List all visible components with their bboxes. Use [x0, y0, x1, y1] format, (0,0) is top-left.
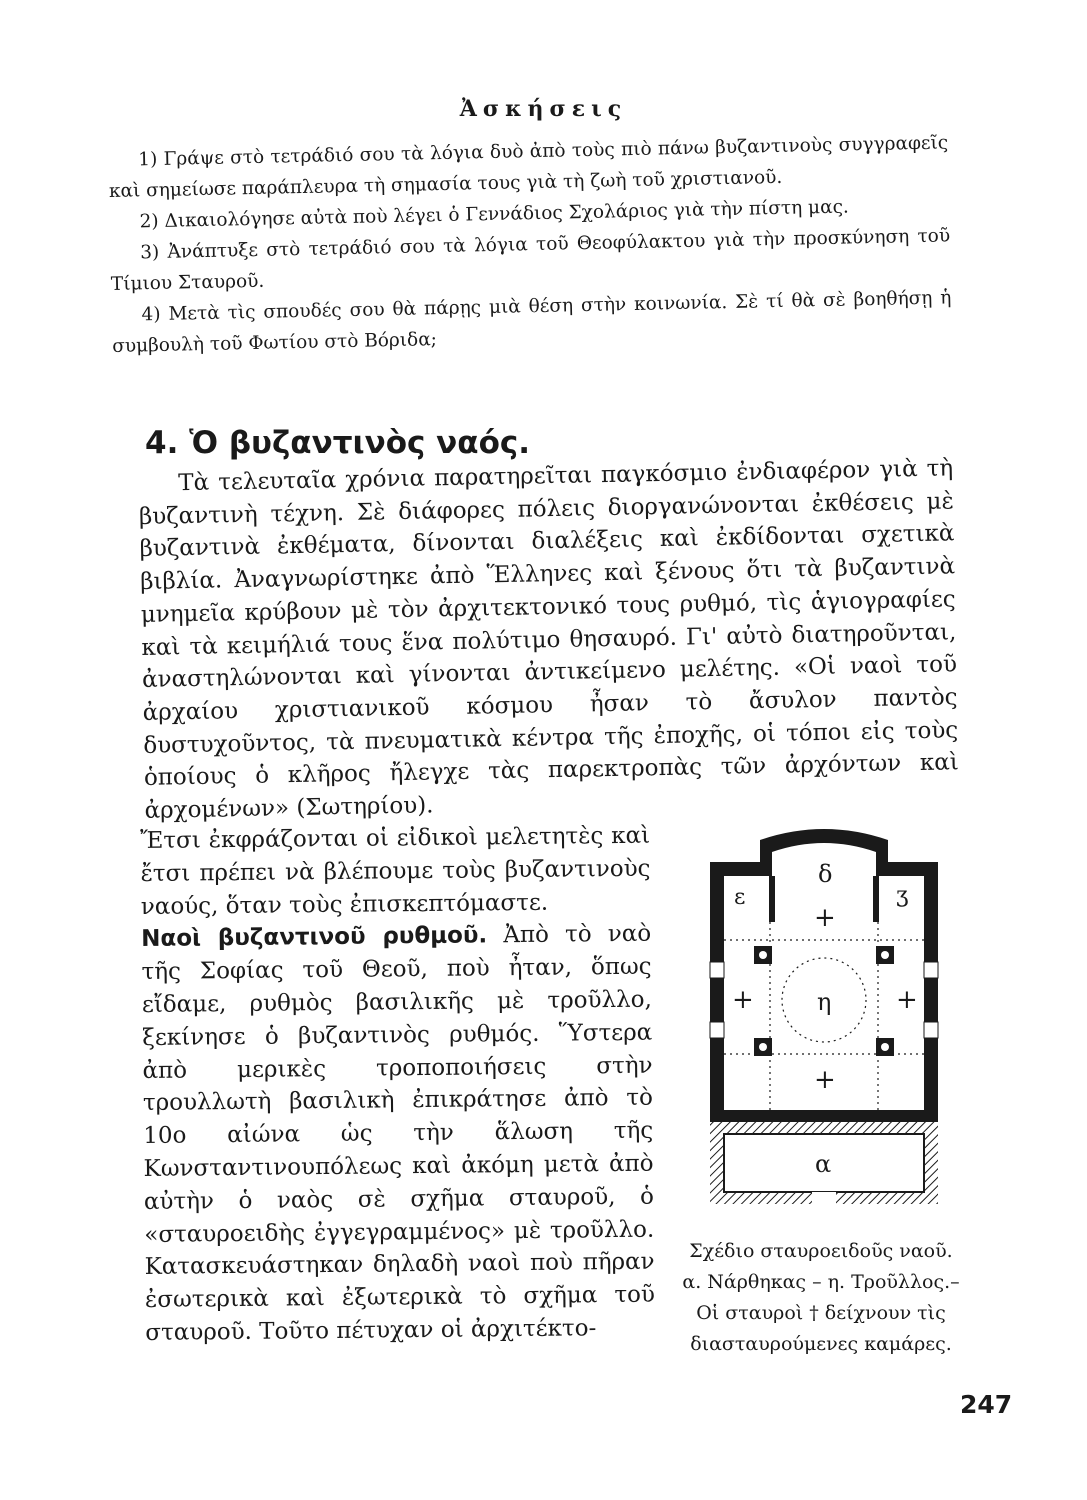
page-number: 247: [960, 1390, 1013, 1419]
plan-cross-left: +: [732, 985, 754, 1015]
paragraph-byzantine-style-text: Ἀπὸ τὸ ναὸ τῆς Σοφίας τοῦ Θεοῦ, ποὺ ἦταν, ὅπως εἴδαμε, ρυθμὸς βασιλικῆς μὲ τροῦλλο, ξεκίνησε ὁ βυζαντινὸς ρυθμός. Ὕστερα ἀπὸ μερικὲς τροποποιήσεις στὴν τρουλλωτὴ βασιλικὴ ἐπικράτησε ἀπὸ τὸ 10ο αἰώνα ὡς τὴν ἅλωση τῆς Κωνσταντινουπόλεως καὶ ἀκόμη μετὰ ἀπὸ αὐτὴν ὁ ναὸς σὲ σχῆμα σταυροῦ, ὁ «σταυροειδὴς ἐγγεγραμμένος» μὲ τροῦλλο. Κατασκευάστηκαν δηλαδὴ ναοὶ ποὺ πῆραν ἐσωτερικὰ καὶ ἐξωτερικὰ τὸ σχῆμα τοῦ σταυροῦ. Τοῦτο πέτυχαν οἱ ἀρχιτέκτο-: [141, 921, 656, 1346]
exercise-item-3: 3) Ἀνάπτυξε στὸ τετράδιό σου τὰ λόγια τοῦ Θεοφύλακτου γιὰ τὴν προσκύνηση τοῦ Τίμιου Σταυροῦ.: [110, 225, 951, 295]
main-text: [138, 452, 960, 827]
exercises-heading: Ἀσκήσεις: [459, 96, 628, 122]
subheading-byzantine-temples: Ναοὶ βυζαντινοῦ ρυθμοῦ.: [141, 922, 488, 953]
plan-cross-right: +: [896, 985, 918, 1015]
exercises-list: [108, 127, 952, 362]
figure-caption: [676, 1236, 966, 1360]
plan-label-alpha: α: [815, 1150, 832, 1178]
narrow-text-column: [140, 820, 655, 1350]
caption-line-3: Οἱ σταυροὶ † δείχνουν τὶς: [696, 1302, 946, 1324]
paragraph-experts: Ἔτσι ἐκφράζονται οἱ εἰδικοὶ μελετητὲς καὶ ἔτσι πρέπει νὰ βλέπουμε τοὺς βυζαντινοὺς ναούς, ὅταν τοὺς ἐπισκεπτόμαστε.: [140, 822, 651, 920]
plan-cross-top: +: [814, 903, 836, 933]
paragraph-byzantine-style: [141, 918, 655, 1350]
plan-label-zeta: ʒ: [896, 883, 909, 908]
plan-label-eta: η: [817, 988, 832, 1016]
exercise-item-2: 2) Δικαιολόγησε αὐτὰ ποὺ λέγει ὁ Γεννάδιος Σχολάριος γιὰ τὴν πίστη μας.: [139, 196, 850, 233]
section-title: 4. Ὁ βυζαντινὸς ναός.: [145, 425, 531, 461]
caption-line-1: Σχέδιο σταυροειδοῦς ναοῦ.: [689, 1240, 953, 1262]
exercise-item-1: 1) Γράψε στὸ τετράδιό σου τὰ λόγια δυὸ ἀπὸ τοὺς πιὸ πάνω βυζαντινοὺς συγγραφεῖς καὶ σημείωσε παράπλευρα τὴ σημασία τους γιὰ τὴ ζωὴ τοῦ χριστιανοῦ.: [108, 132, 949, 202]
plan-label-delta: δ: [818, 860, 833, 888]
plan-label-epsilon: ε: [734, 885, 746, 910]
plan-cross-bottom: +: [814, 1065, 836, 1095]
paragraph-intro: Τὰ τελευταῖα χρόνια παρατηρεῖται παγκόσμιο ἐνδιαφέρον γιὰ τὴ βυζαντινὴ τέχνη. Σὲ διάφορες πόλεις διοργανώνονται ἐκθέσεις μὲ βυζαντινὰ ἐκθέματα, δίνονται διαλέξεις καὶ ἐκδίδονται σχετικὰ βιβλία. Ἀναγνωρίστηκε ἀπὸ Ἕλληνες καὶ ξένους ὅτι τὰ βυζαντινὰ μνημεῖα κρύβουν μὲ τὸν ἀρχιτεκτονικό τους ρυθμό, τὶς ἁγιογραφίες καὶ τὰ κειμήλιά τους ἕνα πολύτιμο θησαυρό. Γι' αὐτὸ διατηροῦνται, ἀναστηλώνονται καὶ γίνονται ἀντικείμενο μελέτης. «Οἱ ναοὶ τοῦ ἀρχαίου χριστιανικοῦ κόσμου ἦσαν τὸ ἄσυλον παντὸς δυστυχοῦντος, τὰ πνευματικὰ κέντρα τῆς ἐποχῆς, οἱ τόποι εἰς τοὺς ὁποίους ὁ κλῆρος ἤλεγχε τὰς παρεκτροπὰς τῶν ἀρχόντων καὶ ἀρχομένων» (Σωτηρίου).: [138, 455, 960, 824]
church-floor-plan: [690, 822, 958, 1212]
caption-line-4: διασταυρούμενες καμάρες.: [690, 1333, 952, 1355]
exercise-item-4: 4) Μετὰ τὶς σπουδές σου θὰ πάρῃς μιὰ θέση στὴν κοινωνία. Σὲ τί θὰ σὲ βοηθήσῃ ἡ συμβουλὴ τοῦ Φωτίου στὸ Βόριδα;: [112, 287, 952, 357]
caption-line-2: α. Νάρθηκας – η. Τροῦλλος.–: [682, 1271, 960, 1293]
